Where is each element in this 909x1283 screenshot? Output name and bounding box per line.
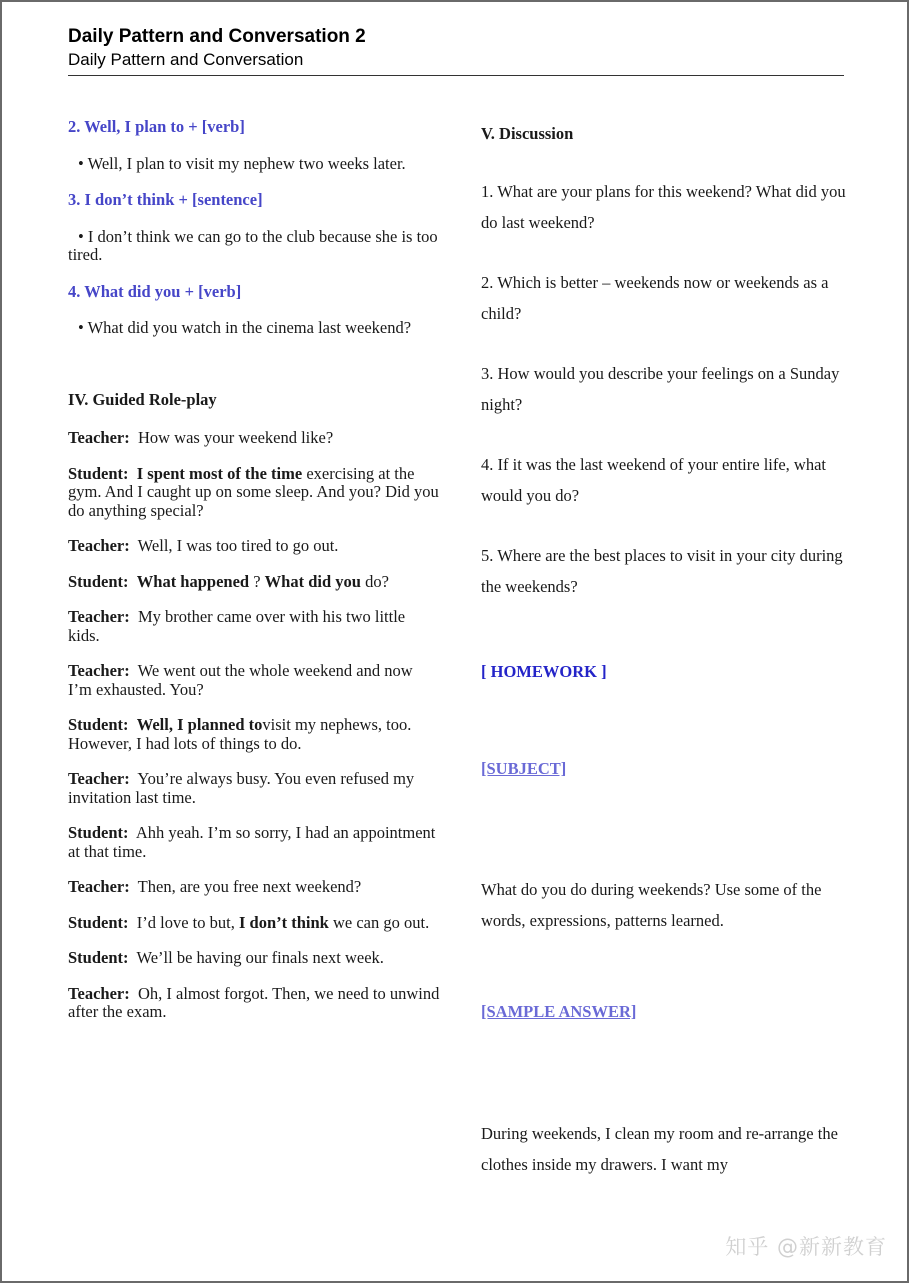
speaker-label: Teacher: [68,536,130,555]
speaker-label: Student: [68,571,129,591]
dialogue-line [68,537,440,556]
speaker-label: Student: [68,823,129,842]
discussion-question: 4. If it was the last weekend of your entire life, what would you do? [481,455,827,505]
dialogue-text: How was your weekend like? [137,428,334,447]
dialogue-text: Then, are you free next weekend? [137,877,362,896]
dialogue-line [68,914,440,933]
discussion-question: 5. Where are the best places to visit in your city during the weekends? [481,546,843,596]
pattern-heading: 4. What did you + [verb] [68,281,242,301]
dialogue-line [68,949,440,968]
roleplay-heading: IV. Guided Role-play [68,389,217,409]
dialogue-line [68,465,440,521]
discussion-question: 3. How would you describe your feelings on a Sunday night? [481,364,840,414]
dialogue-text: I’d love to but, [136,912,239,932]
speaker-label: Teacher: [68,877,130,896]
dialogue-line [68,662,440,699]
dialogue-text: do? [360,571,389,591]
subject-link[interactable]: [SUBJECT] [481,759,567,778]
subject-text: What do you do during weekends? Use some of the words, expressions, patterns learned. [481,880,822,930]
document-subtitle: Daily Pattern and Conversation [68,50,304,69]
speaker-label: Student: [68,948,129,967]
speaker-label: Student: [68,463,129,483]
dialogue-text: What happened [136,571,250,591]
dialogue-text: We went out the whole weekend and now I’m exhausted. You? [68,661,413,699]
dialogue-line [68,573,440,592]
pattern-block [68,191,440,265]
dialogue-text: We’ll be having our finals next week. [136,948,384,967]
dialogue-text: visit my nephews, too. However, I had lots of things to do. [68,715,412,753]
dialogue-line [68,985,440,1022]
dialogue-text: exercising at the gym. And I caught up on some sleep. And you? Did you do anything special? [68,463,439,520]
speaker-label: Teacher: [68,769,130,788]
dialogue-line [68,608,440,645]
page-header [68,26,844,71]
dialogue-text: You’re always busy. You even refused my invitation last time. [68,769,415,807]
dialogue-text: Well, I was too tired to go out. [137,536,339,555]
pattern-heading: 2. Well, I plan to + [verb] [68,117,245,136]
roleplay-dialogue [68,429,440,1022]
header-rule [68,75,844,76]
pattern-block [68,283,440,338]
dialogue-line [68,878,440,897]
dialogue-text: I spent most of the time [136,463,303,483]
dialogue-line [68,429,440,448]
pattern-example: • What did you watch in the cinema last weekend? [78,318,412,337]
discussion-question: 1. What are your plans for this weekend? What did you do last weekend? [481,182,846,232]
speaker-label: Teacher: [68,428,130,447]
speaker-label: Teacher: [68,983,130,1003]
dialogue-line [68,770,440,807]
sample-answer-link[interactable]: [SAMPLE ANSWER] [481,1002,637,1021]
right-column [481,118,851,1180]
speaker-label: Student: [68,912,129,932]
discussion-question: 2. Which is better – weekends now or weekends as a child? [481,273,829,323]
dialogue-text: I don’t think [238,912,329,932]
pattern-example: • I don’t think we can go to the club because she is too tired. [68,226,438,264]
discussion-heading: V. Discussion [481,124,574,143]
speaker-label: Teacher: [68,607,130,626]
homework-heading: [ HOMEWORK ] [481,662,607,681]
sample-answer-text: During weekends, I clean my room and re-arrange the clothes inside my drawers. I want my [481,1124,838,1174]
dialogue-line [68,716,440,753]
dialogue-text: Well, I planned to [136,715,263,734]
pattern-block [68,118,440,173]
dialogue-text: Oh, I almost forgot. Then, we need to unwind after the exam. [68,983,440,1021]
pattern-heading: 3. I don’t think + [sentence] [68,190,263,209]
watermark-text: 知乎 @新新教育 [725,1235,887,1259]
left-column [68,118,440,1039]
dialogue-line [68,824,440,861]
dialogue-text: ? [249,571,265,591]
speaker-label: Teacher: [68,661,130,680]
dialogue-text: we can go out. [328,912,430,932]
speaker-label: Student: [68,715,129,734]
dialogue-text: My brother came over with his two little kids. [68,607,406,645]
dialogue-text: What did you [264,571,361,591]
dialogue-text: Ahh yeah. I’m so sorry, I had an appointment at that time. [68,823,436,861]
pattern-example: • Well, I plan to visit my nephew two weeks later. [78,153,406,173]
document-title: Daily Pattern and Conversation 2 [68,26,366,47]
